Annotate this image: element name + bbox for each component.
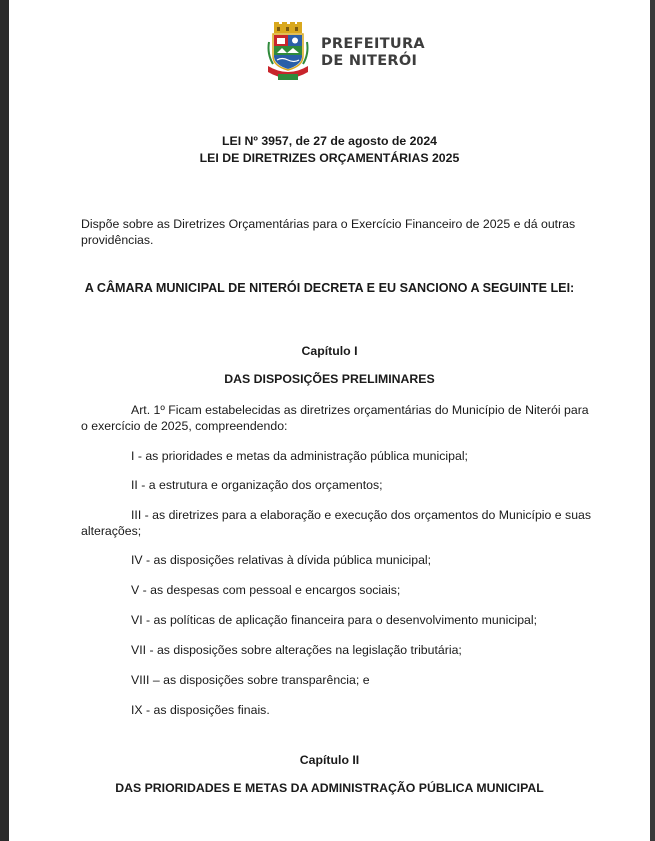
document-page bbox=[9, 0, 650, 841]
law-title: LEI DE DIRETRIZES ORÇAMENTÁRIAS 2025 bbox=[199, 151, 460, 165]
chapter1-label: Capítulo I bbox=[301, 344, 358, 358]
viewer-frame-right bbox=[650, 0, 655, 841]
list-item: VII - as disposições sobre alterações na legislação tributária; bbox=[131, 643, 462, 657]
chapter2-title: DAS PRIORIDADES E METAS DA ADMINISTRAÇÃO PÚBLICA MUNICIPAL bbox=[115, 781, 544, 795]
brand-line1: PREFEITURA bbox=[321, 36, 425, 52]
list-item: IX - as disposições finais. bbox=[131, 703, 270, 717]
law-number: LEI Nº 3957, de 27 de agosto de 2024 bbox=[222, 134, 437, 148]
chapter2-label: Capítulo II bbox=[299, 753, 360, 767]
article-1: Art. 1º Ficam estabelecidas as diretrizes orçamentárias do Município de Niterói para o exercício de 2025, compreendendo: bbox=[81, 403, 589, 433]
enactment-clause: A CÂMARA MUNICIPAL DE NITERÓI DECRETA E EU SANCIONO A SEGUINTE LEI: bbox=[84, 281, 575, 295]
chapter1-title: DAS DISPOSIÇÕES PRELIMINARES bbox=[224, 372, 435, 386]
list-item: IV - as disposições relativas à dívida pública municipal; bbox=[131, 553, 432, 567]
prefeitura-wordmark bbox=[321, 36, 425, 70]
niteroi-coat-of-arms-icon bbox=[265, 22, 311, 82]
list-item: II - a estrutura e organização dos orçamentos; bbox=[131, 478, 383, 492]
prefeitura-logo bbox=[265, 22, 435, 84]
law-summary: Dispõe sobre as Diretrizes Orçamentárias para o Exercício Financeiro de 2025 e dá outras providências. bbox=[81, 217, 576, 247]
list-item: III - as diretrizes para a elaboração e execução dos orçamentos do Município e suas alterações; bbox=[81, 508, 592, 538]
list-item: VI - as políticas de aplicação financeira para o desenvolvimento municipal; bbox=[131, 613, 538, 627]
brand-line2: DE NITERÓI bbox=[321, 53, 418, 69]
list-item: VIII – as disposições sobre transparência; e bbox=[131, 673, 370, 687]
viewer-frame-left bbox=[0, 0, 9, 841]
list-item: I - as prioridades e metas da administração pública municipal; bbox=[131, 449, 468, 463]
list-item: V - as despesas com pessoal e encargos sociais; bbox=[131, 583, 401, 597]
